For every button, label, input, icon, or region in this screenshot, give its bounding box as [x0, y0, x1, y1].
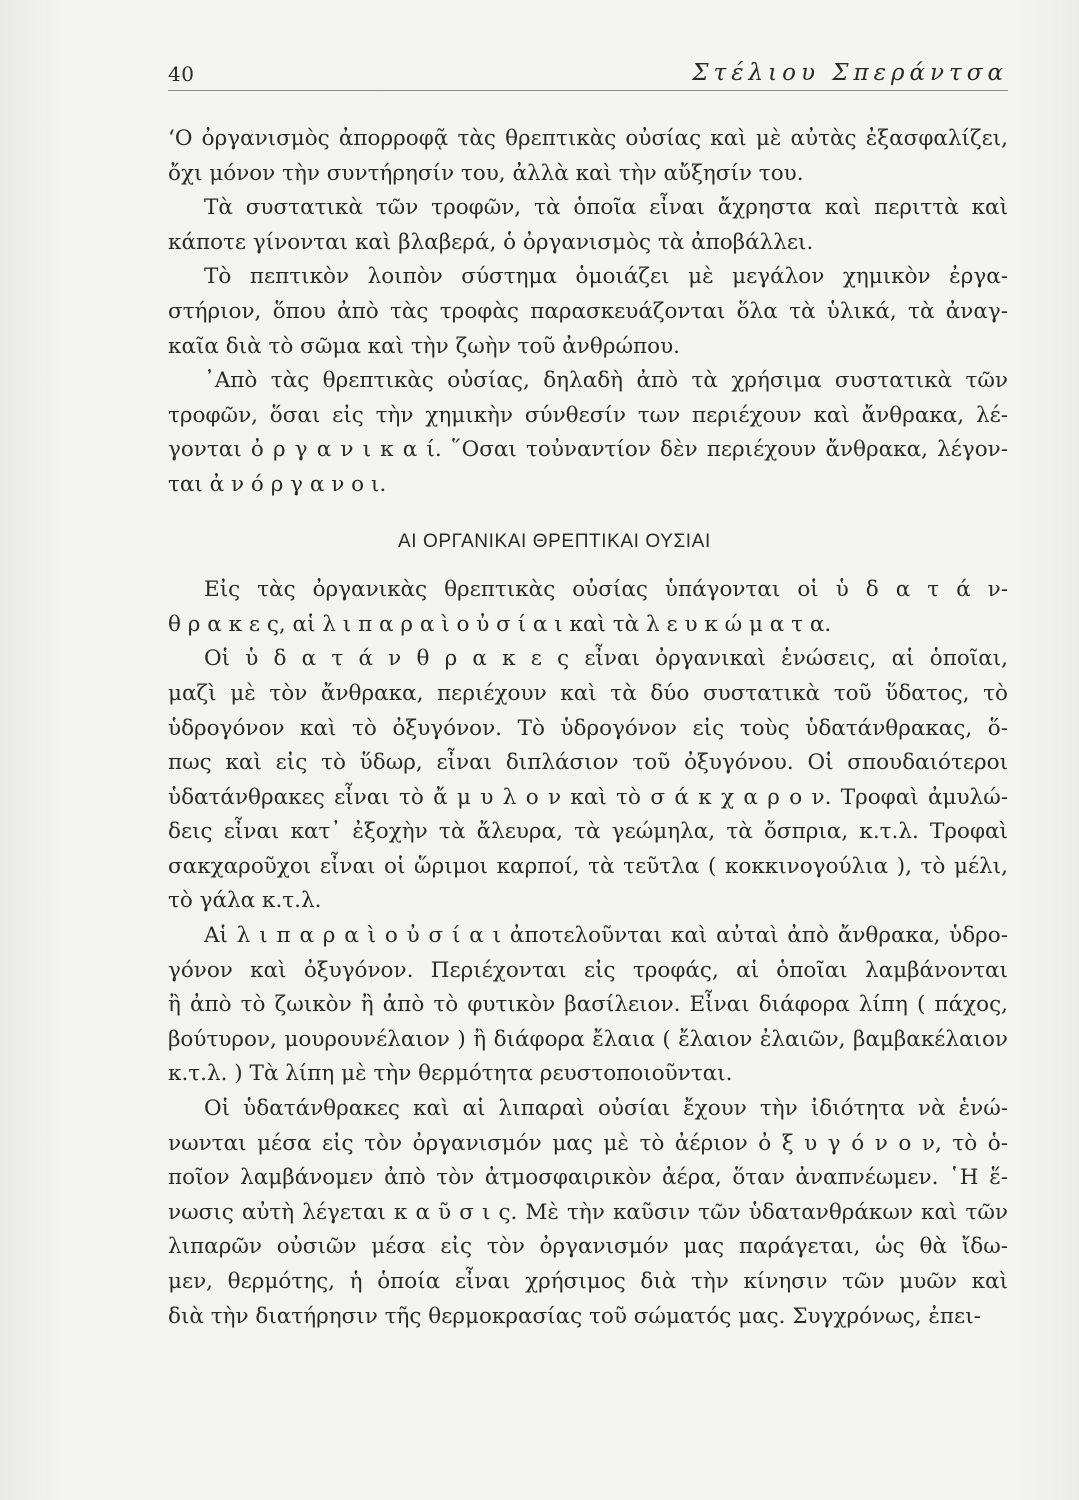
text-line: ‘Ο ὀργανισμὸς ἀπορροφᾷ τὰς θρεπτικὰς οὐσίας καὶ μὲ αὐτὰς ἐξασφαλίζει, [168, 126, 1008, 151]
text-line: τροφῶν, ὅσαι εἰς τὴν χημικὴν σύνθεσίν των περιέχουν καὶ ἄνθρακα, λέ- [168, 402, 1008, 428]
paragraph [168, 191, 1008, 260]
text-line: μεν, θερμότης, ἡ ὁποία εἶναι χρήσιμος διὰ τὴν κίνησιν τῶν μυῶν καὶ [168, 1269, 1008, 1294]
body-text [168, 122, 1008, 1334]
paragraph [168, 1092, 1008, 1334]
text-line: ται ἀ ν ό ρ γ α ν ο ι. [168, 471, 387, 497]
paragraph [168, 260, 1008, 364]
text-line: νωσις αὐτὴ λέγεται κ α ῦ σ ι ς. Μὲ τὴν καῦσιν τῶν ὑδατανθράκων καὶ τῶν [168, 1199, 1008, 1225]
paragraphs-top [168, 122, 1008, 503]
text-line: κ.τ.λ. ) Τὰ λίπη μὲ τὴν θερμότητα ρευστοποιοῦνται. [168, 1061, 733, 1087]
text-line: Εἰς τὰς ὀργανικὰς θρεπτικὰς οὐσίας ὑπάγονται οἱ ὑ δ α τ ά ν- [204, 577, 1008, 603]
text-line: ἢ ἀπὸ τὸ ζωικὸν ἢ ἀπὸ τὸ φυτικὸν βασίλειον. Εἶναι διάφορα λίπη ( πάχος, [168, 992, 1008, 1018]
paragraph [168, 919, 1008, 1092]
paragraph [168, 122, 1008, 191]
text-line: θ ρ α κ ε ς, αἱ λ ι π α ρ α ὶ ο ὐ σ ί α ι καὶ τὰ λ ε υ κ ώ μ α τ α. [168, 611, 832, 637]
text-line: στήριον, ὅπου ἀπὸ τὰς τροφὰς παρασκευάζονται ὅλα τὰ ὑλικά, τὰ ἀναγ- [168, 298, 1008, 324]
text-line: διὰ τὴν διατήρησιν τῆς θερμοκρασίας τοῦ σώματός μας. Συγχρόνως, ἐπει- [168, 1303, 981, 1329]
text-line: Οἱ ὑ δ α τ ά ν θ ρ α κ ε ς εἶναι ὀργανικαὶ ἑνώσεις, αἱ ὁποῖαι, [204, 646, 1008, 672]
page-header [168, 56, 1008, 91]
text-line: Τὰ συστατικὰ τῶν τροφῶν, τὰ ὁποῖα εἶναι ἄχρηστα καὶ περιττὰ καὶ [204, 195, 1008, 221]
text-line: δεις εἶναι κατ᾿ ἐξοχὴν τὰ ἄλευρα, τὰ γεώμηλα, τὰ ὄσπρια, κ.τ.λ. Τροφαὶ [168, 819, 1008, 845]
text-line: λιπαρῶν οὐσιῶν μέσα εἰς τὸν ὀργανισμόν μας παράγεται, ὡς θὰ ἴδω- [168, 1234, 1008, 1260]
text-line: ὄχι μόνον τὴν συντήρησίν του, ἀλλὰ καὶ τὴν αὔξησίν του. [168, 160, 804, 186]
running-head: Στέλιου Σπεράντσα [692, 60, 1008, 86]
text-line: Αἱ λ ι π α ρ α ὶ ο ὐ σ ί α ι ἀποτελοῦνται καὶ αὐταὶ ἀπὸ ἄνθρακα, ὑδρο- [204, 923, 1008, 949]
text-line: ὑδρογόνον καὶ τὸ ὀξυγόνον. Τὸ ὑδρογόνον εἰς τοὺς ὑδατάνθρακας, ὅ- [168, 715, 1008, 741]
text-line: βούτυρον, μουρουνέλαιον ) ἢ διάφορα ἔλαια ( ἔλαιον ἐλαιῶν, βαμβακέλαιον [168, 1026, 1008, 1052]
text-line: νωνται μέσα εἰς τὸν ὀργανισμόν μας μὲ τὸ ἀέριον ὀ ξ υ γ ό ν ο ν, τὸ ὁ- [168, 1130, 1008, 1156]
paragraph [168, 642, 1008, 919]
text-line: Οἱ ὑδατάνθρακες καὶ αἱ λιπαραὶ οὐσίαι ἔχουν τὴν ἰδιότητα νὰ ἑνώ- [204, 1096, 1008, 1122]
text-line: μαζὶ μὲ τὸν ἄνθρακα, περιέχουν καὶ τὰ δύο συστατικὰ τοῦ ὕδατος, τὸ [168, 680, 1008, 706]
text-line: γονται ὀ ρ γ α ν ι κ α ί. ῞Οσαι τοὐναντίον δὲν περιέχουν ἄνθρακα, λέγον- [168, 437, 1008, 463]
text-line: ᾿Απὸ τὰς θρεπτικὰς οὐσίας, δηλαδὴ ἀπὸ τὰ χρήσιμα συστατικὰ τῶν [204, 368, 1008, 394]
text-line: Τὸ πεπτικὸν λοιπὸν σύστημα ὁμοιάζει μὲ μεγάλον χημικὸν ἐργα- [204, 264, 1008, 290]
section-heading: ΑΙ ΟΡΓΑΝΙΚΑΙ ΘΡΕΠΤΙΚΑΙ ΟΥΣΙΑΙ [398, 530, 711, 552]
paragraph [168, 364, 1008, 502]
text-line: καῖα διὰ τὸ σῶμα καὶ τὴν ζωὴν τοῦ ἀνθρώπου. [168, 333, 680, 359]
paragraphs-bottom [168, 573, 1008, 1334]
text-line: ποῖον λαμβάνομεν ἀπὸ τὸν ἀτμοσφαιρικὸν ἀέρα, ὅταν ἀναπνέωμεν. ῾Η ἕ- [168, 1165, 1008, 1191]
text-line: πως καὶ εἰς τὸ ὕδωρ, εἶναι διπλάσιον τοῦ ὀξυγόνου. Οἱ σπουδαιότεροι [168, 750, 1008, 776]
paragraph [168, 573, 1008, 642]
page-number: 40 [168, 62, 195, 86]
text-line: γόνον καὶ ὀξυγόνον. Περιέχονται εἰς τροφάς, αἱ ὁποῖαι λαμβάνονται [168, 957, 1008, 983]
text-line: τὸ γάλα κ.τ.λ. [168, 888, 322, 914]
text-line: κάποτε γίνονται καὶ βλαβερά, ὁ ὀργανισμὸς τὰ ἀποβάλλει. [168, 229, 814, 255]
text-line: ὑδατάνθρακες εἶναι τὸ ἄ μ υ λ ο ν καὶ τὸ σ ά κ χ α ρ ο ν. Τροφαὶ ἀμυλώ- [168, 784, 1008, 810]
text-line: σακχαροῦχοι εἶναι οἱ ὥριμοι καρποί, τὰ τεῦτλα ( κοκκινογούλια ), τὸ μέλι, [168, 853, 1008, 879]
